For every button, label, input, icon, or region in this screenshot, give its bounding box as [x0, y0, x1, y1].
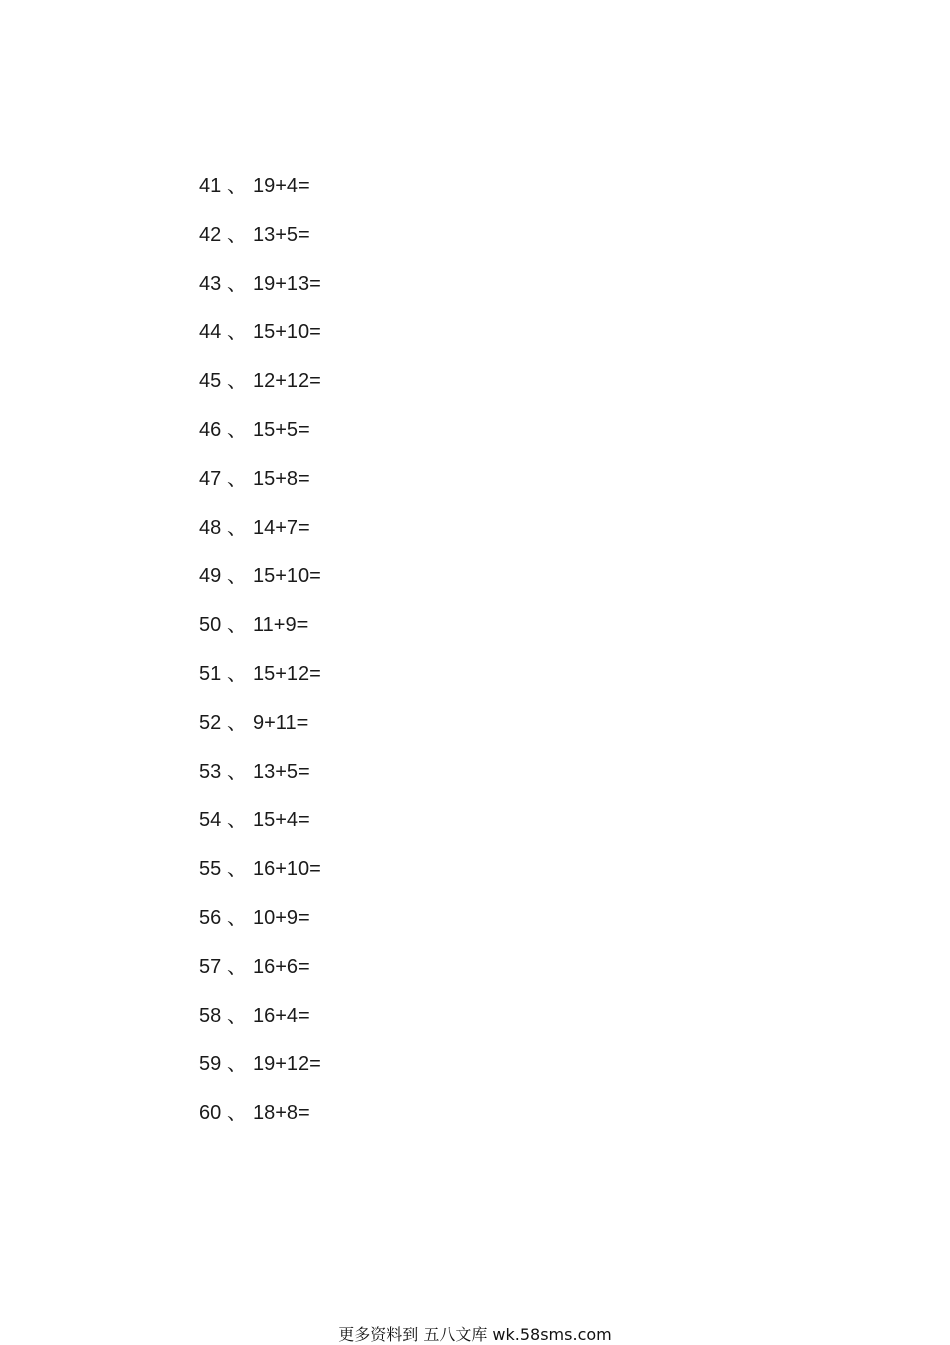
problem-expression: 19+13=	[253, 272, 321, 295]
problem-item	[199, 560, 321, 609]
problem-expression: 13+5=	[253, 223, 310, 246]
problem-expression: 19+12=	[253, 1053, 321, 1076]
problem-expression: 15+5=	[253, 418, 310, 441]
problem-item	[199, 756, 321, 805]
problem-expression: 9+11=	[253, 711, 309, 734]
problem-item	[199, 658, 321, 707]
problem-number: 56	[199, 906, 222, 929]
problem-number: 53	[199, 760, 222, 783]
problem-expression: 19+4=	[253, 175, 310, 197]
problem-separator: 、	[227, 1002, 247, 1027]
problem-separator: 、	[227, 319, 247, 344]
problem-item	[199, 1097, 321, 1146]
problem-number: 51	[199, 662, 222, 685]
problem-number: 43	[199, 272, 222, 295]
problem-number: 46	[199, 418, 222, 441]
problem-item	[199, 902, 321, 951]
problem-item	[199, 804, 321, 853]
problem-expression: 16+6=	[253, 955, 310, 978]
problem-item	[199, 1000, 321, 1049]
problem-number: 49	[199, 565, 222, 588]
problem-expression: 15+12=	[253, 662, 321, 685]
problem-separator: 、	[227, 1051, 247, 1076]
problem-separator: 、	[227, 368, 247, 393]
problem-expression: 16+4=	[253, 1004, 310, 1027]
problem-separator: 、	[227, 416, 247, 441]
problem-number: 59	[199, 1053, 222, 1076]
problem-separator: 、	[227, 953, 247, 978]
problem-expression: 15+8=	[253, 467, 310, 490]
problem-item	[199, 707, 321, 756]
problem-number: 44	[199, 321, 222, 344]
problem-number: 50	[199, 614, 222, 637]
problem-expression: 16+10=	[253, 858, 321, 881]
problem-separator: 、	[227, 173, 247, 197]
problem-separator: 、	[227, 758, 247, 783]
problem-item	[199, 1048, 321, 1097]
problem-item	[199, 512, 321, 561]
problem-expression: 13+5=	[253, 760, 310, 783]
problem-number: 60	[199, 1102, 222, 1125]
problem-number: 48	[199, 516, 222, 539]
problem-separator: 、	[227, 270, 247, 295]
problem-item	[199, 219, 321, 268]
problem-item	[199, 316, 321, 365]
problem-separator: 、	[227, 465, 247, 490]
problem-item	[199, 463, 321, 512]
problem-number: 41	[199, 175, 222, 197]
problem-item	[199, 268, 321, 317]
problem-item	[199, 170, 321, 219]
problem-separator: 、	[227, 563, 247, 588]
problem-number: 52	[199, 711, 222, 734]
problem-expression: 18+8=	[253, 1102, 310, 1125]
problem-number: 45	[199, 370, 222, 393]
problem-expression: 15+10=	[253, 321, 321, 344]
problem-number: 47	[199, 467, 222, 490]
problem-expression: 12+12=	[253, 370, 321, 393]
problem-separator: 、	[227, 221, 247, 246]
problem-number: 42	[199, 223, 222, 246]
problem-separator: 、	[227, 856, 247, 881]
problem-number: 55	[199, 858, 222, 881]
problem-expression: 11+9=	[253, 614, 309, 637]
problem-separator: 、	[227, 514, 247, 539]
problem-item	[199, 365, 321, 414]
problem-expression: 15+4=	[253, 809, 310, 832]
problem-separator: 、	[227, 904, 247, 929]
problem-expression: 15+10=	[253, 565, 321, 588]
problem-separator: 、	[227, 660, 247, 685]
problem-number: 58	[199, 1004, 222, 1027]
problem-separator: 、	[227, 612, 247, 637]
problem-item	[199, 609, 321, 658]
problem-item	[199, 951, 321, 1000]
problem-expression: 14+7=	[253, 516, 310, 539]
problem-list	[199, 170, 321, 1146]
problem-item	[199, 853, 321, 902]
problem-number: 57	[199, 955, 222, 978]
problem-separator: 、	[227, 1100, 247, 1125]
problem-number: 54	[199, 809, 222, 832]
footer-watermark-text: 更多资料到 五八文库 wk.58sms.com	[338, 1325, 612, 1344]
problem-expression: 10+9=	[253, 906, 310, 929]
problem-separator: 、	[227, 807, 247, 832]
problem-separator: 、	[227, 709, 247, 734]
problem-item	[199, 414, 321, 463]
